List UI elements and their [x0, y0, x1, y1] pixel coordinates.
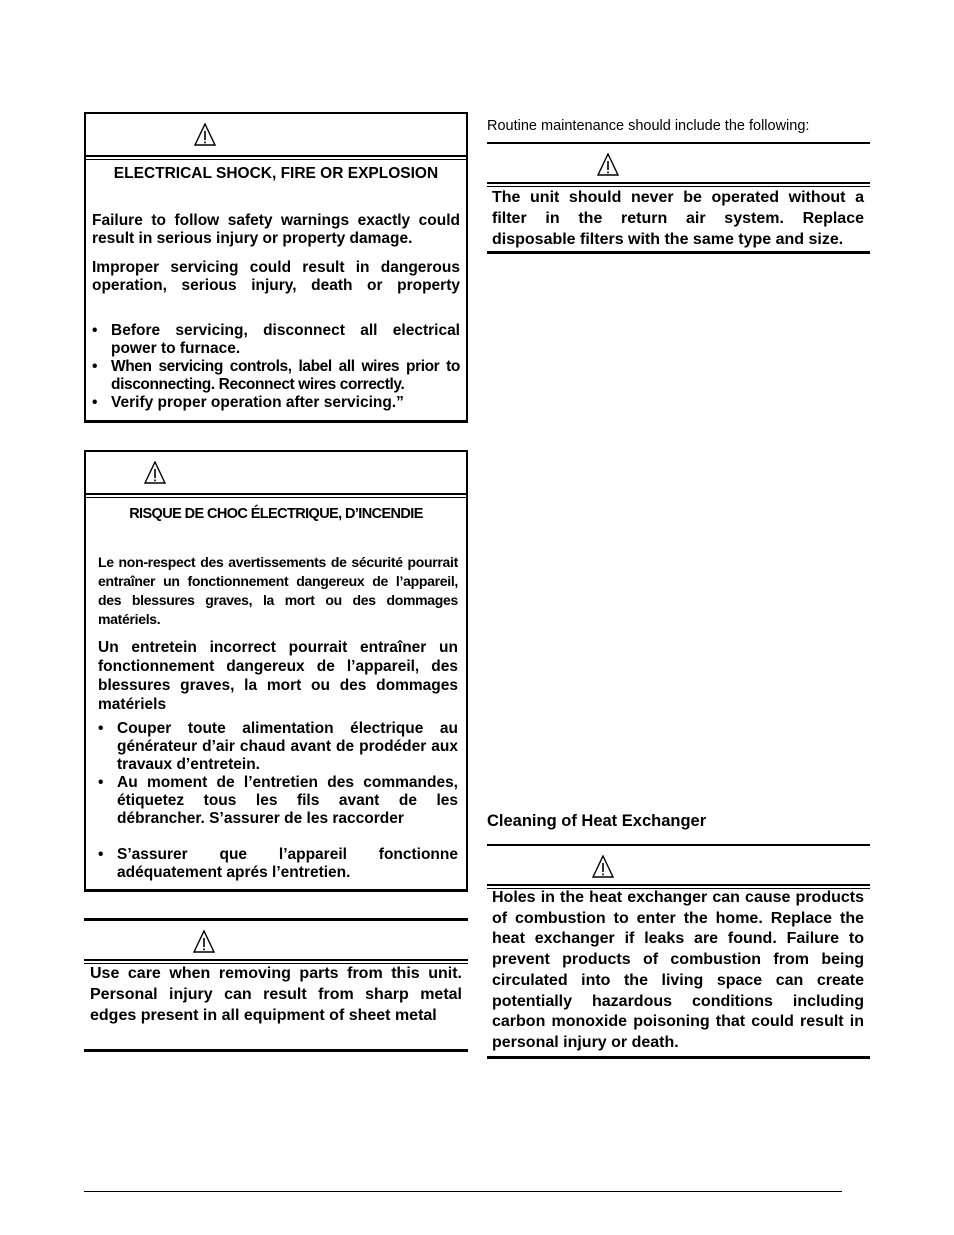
section-heading: Cleaning of Heat Exchanger: [487, 812, 707, 830]
warning-paragraph: Un entretein incorrect pourrait entraîner un fonctionnement dangereux de l’appareil, des blessures graves, la mort ou des dommages matériels: [98, 639, 458, 713]
warning-top-rule: [487, 142, 870, 144]
maintenance-intro: Routine maintenance should include the following:: [487, 118, 810, 134]
warning-paragraph: Failure to follow safety warnings exactly could result in serious injury or property damage.: [92, 212, 460, 247]
warning-paragraph-line: operation, serious injury, death or property: [92, 277, 460, 294]
warning-bottom-rule: [487, 251, 870, 254]
footer-rule: [84, 1191, 842, 1192]
warning-heading: RISQUE DE CHOC ÉLECTRIQUE, D’INCENDIE: [129, 506, 423, 522]
list-item: • Couper toute alimentation électrique au générateur d’air chaud avant de prodéder aux travaux d’entretein.: [98, 720, 458, 774]
warning-bullet-list: [98, 720, 458, 882]
heat-exchanger-warning-text: Holes in the heat exchanger can cause products of combustion to enter the home. Replace the heat exchanger if leaks are found. Failure to prevent products of combustion from being circulated into the living space can create potentially hazardous conditions including carbon monoxide poisoning that could result in personal injury or death.: [492, 889, 864, 1051]
caution-top-rule: [84, 918, 468, 921]
warning-triangle-icon: [592, 855, 614, 879]
caution-divider: [84, 959, 468, 961]
warning-bullet-list: [92, 322, 460, 412]
warning-triangle-icon: [194, 123, 216, 147]
warning-heading: ELECTRICAL SHOCK, FIRE OR EXPLOSION: [113, 165, 439, 182]
warning-divider: [487, 182, 870, 184]
warning-box-french: [84, 450, 468, 892]
warning-divider: [487, 884, 870, 886]
filter-warning-text: The unit should never be operated without a filter in the return air system. Replace disposable filters with the same type and size.: [492, 189, 864, 248]
list-item: • When servicing controls, label all wires prior to disconnecting. Reconnect wires correctly.: [92, 358, 460, 394]
list-item: • Au moment de l’entretien des commandes, étiquetez tous les fils avant de les débrancher. S’assurer de les raccorder: [98, 774, 458, 846]
warning-triangle-icon: [597, 153, 619, 177]
caution-text: Use care when removing parts from this unit. Personal injury can result from sharp metal edges present in all equipment of sheet metal: [90, 965, 462, 1024]
list-item: • S’assurer que l’appareil fonctionne adéquatement aprés l’entretien.: [98, 846, 458, 882]
warning-triangle-icon: [193, 930, 215, 954]
warning-bottom-rule: [487, 1056, 870, 1059]
list-item: • Verify proper operation after servicing.”: [92, 394, 460, 412]
warning-triangle-icon: [144, 461, 166, 485]
warning-paragraph-line: Improper servicing could result in dangerous: [92, 259, 460, 276]
warning-box-electrical: [84, 112, 468, 423]
warning-paragraph: Le non-respect des avertissements de sécurité pourrait entraîner un fonctionnement dangereux de l’appareil, des blessures graves, la mort ou des dommages matériels.: [98, 554, 458, 627]
caution-bottom-rule: [84, 1049, 468, 1052]
warning-top-rule: [487, 844, 870, 846]
list-item: • Before servicing, disconnect all electrical power to furnace.: [92, 322, 460, 358]
